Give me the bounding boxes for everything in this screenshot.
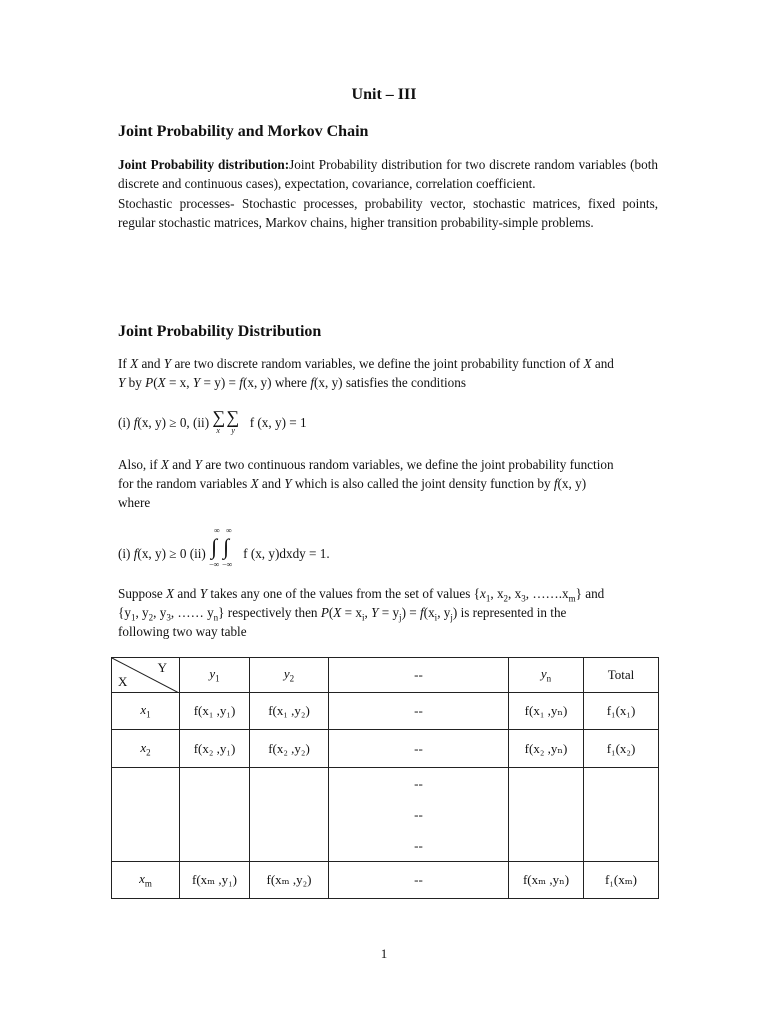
table-cell: f(x₁ ,yₙ) [509,693,584,730]
discrete-line-2: Y by P(X = x, Y = y) = f(x, y) where f(x, y) satisfies the conditions [118,375,466,390]
header-cell: $y_n$ [509,658,584,693]
double-integral-symbol: ∞ ∞ ∫ ∫ −∞ −∞ [209,526,233,569]
continuous-line-2: for the random variables X and Y which is also called the joint density function by f(x, y) [118,476,587,491]
page-number: 1 [380,946,388,961]
table-corner-cell [112,658,180,693]
table-cell: -- [329,730,509,768]
table-cell: -- [329,693,509,730]
table-cell: f(x₁ ,y₁) [180,693,250,730]
discrete-line-1: If X and Y are two discrete random variables, we define the joint probability function of X and [118,356,614,371]
continuous-line-1: Also, if X and Y are two continuous random variables, we define the joint probability function [118,457,614,472]
table-row [112,768,659,862]
table-cell [250,768,329,862]
table-cell: f(x₂ ,yₙ) [509,730,584,768]
suppose-line-2: {$y_1$, $y_2$, $y_3$, …… $y_n$} respectively then $P(X = x_i$, $Y = y_j) = f(x_i$, $y_j$) is represented in the [118,605,567,623]
table-cell: f₁(x₂) [584,730,659,768]
table-cell [584,768,659,862]
table-row [112,862,659,899]
table-cell-dashes: -- -- -- [329,768,509,862]
suppose-line-1: Suppose X and Y takes any one of the values from the set of values {$x_1$, $x_2$, $x_3$, $\dots\dots.x_m$} and [118,586,605,604]
table-cell: f(x₂ ,y₁) [180,730,250,768]
table-cell: f(xₘ ,y₂) [250,862,329,899]
table-cell: f₁(x₁) [584,693,659,730]
syllabus-text-2: Stochastic processes- Stochastic processes, probability vector, stochastic matrices, fixed points, regular stochastic matrices, Markov chains, higher transition probability-simple problems. [118,195,658,230]
joint-probability-table [111,657,659,899]
table-cell: f(xₘ ,yₙ) [509,862,584,899]
table-cell: f₁(xₘ) [584,862,659,899]
table-row [112,693,659,730]
header-cell: Total [584,658,659,693]
section-title: Joint Probability Distribution [118,323,322,340]
chapter-title: Joint Probability and Morkov Chain [118,123,369,140]
row-label: $x_2$ [112,730,180,768]
table-row [112,730,659,768]
syllabus-paragraph [118,155,658,232]
table-cell: f(xₘ ,y₁) [180,862,250,899]
table-cell [180,768,250,862]
double-sum-symbol: ∑ ∑ x y [212,407,240,435]
table-header-row [112,658,659,693]
header-cell: $y_2$ [250,658,329,693]
row-label: $x_1$ [112,693,180,730]
continuous-line-3: where [118,495,151,510]
unit-title: Unit – III [351,86,417,103]
header-cell: -- [329,658,509,693]
corner-x-label: X [118,674,128,689]
table-cell: f(x₂ ,y₂) [250,730,329,768]
row-label: $x_m$ [112,862,180,899]
header-cell: $y_1$ [180,658,250,693]
suppose-line-3: following two way table [118,624,247,639]
discrete-conditions: (i) f(x, y) ≥ 0, (ii) ∑ ∑ x y f (x, y) = 1 [118,407,307,435]
continuous-conditions: (i) f(x, y) ≥ 0 (ii) ∞ ∞ ∫ ∫ −∞ −∞ f (x, y)dxdy = 1. [118,526,330,569]
table-cell [509,768,584,862]
syllabus-text: Joint Probability distribution for two discrete random variables (both discrete and continuous cases), expectation, covariance, correlation coefficient. [118,157,658,192]
row-label [112,768,180,862]
table-cell: f(x₁ ,y₂) [250,693,329,730]
corner-y-label: Y [157,660,167,675]
syllabus-label: Joint Probability distribution: [118,157,290,172]
table-cell: -- [329,862,509,899]
